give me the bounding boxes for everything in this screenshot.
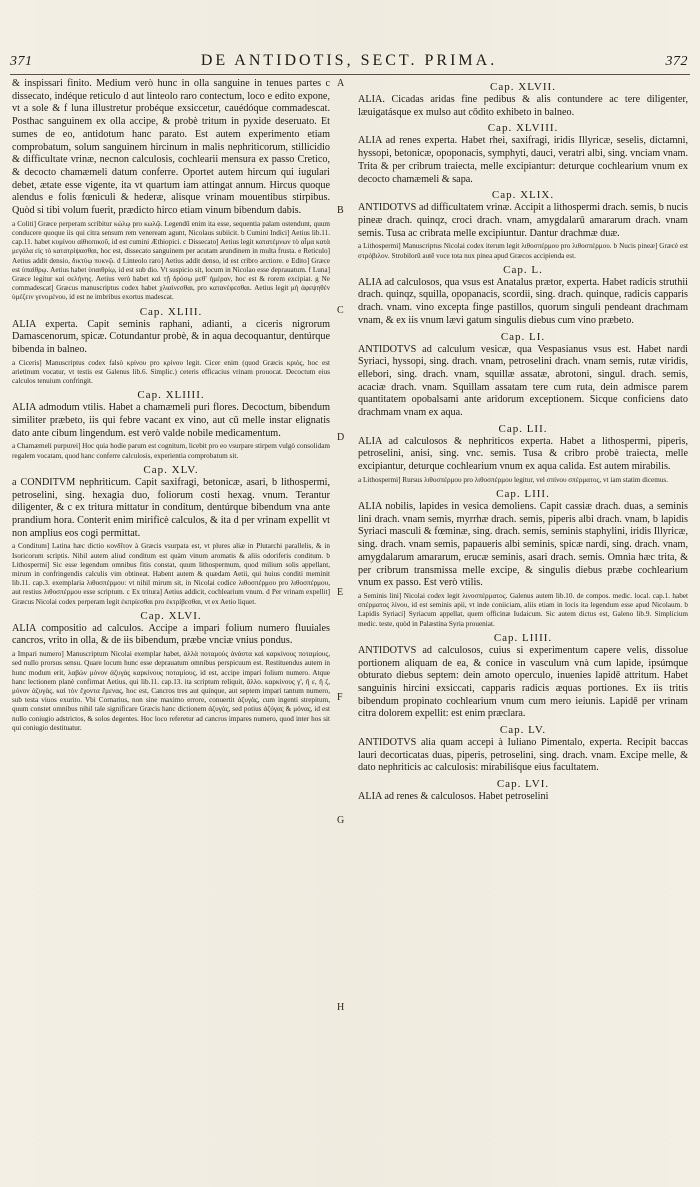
paragraph: ANTIDOTVS ad calculum vesicæ, qua Vespasianus vsus est. Habet nardi Syriaci, hyssopi, sing. drach. vnam, petroselini drach. vnam semis, rutæ viridis, ellebori, sing. drach. vnam, squillæ assatæ, abrotoni, singul. drach. semis, acaciæ drach. vnam. Squillam assatam tere cum ruta, dein admisce parem quantitatem opobalsami ante aridorum exceptionem. Sicque conficiens dato drachmam vnam ex aqua. (358, 343, 688, 419)
paragraph: a CONDITVM nephriticum. Capit saxifragi, betonicæ, asari, b lithospermi, petroselini, sing. hexagia duo, foliorum costi hexag. vnum. Terantur diligenter, & c ex tritura mittatur in conditum, dentúrque bibendum vna ante prandium hora. Conterit enim mirificè calculos, & ita d per vrinam expellit vt non amplius eos cogi permittat. (12, 476, 330, 539)
left-page-number: 371 (10, 54, 33, 69)
chapter-heading: Cap. LII. (498, 422, 548, 435)
paragraph: ALIA ad calculosos & nephriticos experta. Habet a lithospermi, piperis, petroselini, anisi, sing. vnc. semis. Tusa & cribro probè traiecta, melle excipiantur, deturque cochlearium vnum ex aqua calida. Est autem mirabilis. (358, 435, 688, 473)
chapter-heading: Cap. XLVI. (140, 609, 202, 622)
margin-letter-f: F (337, 692, 343, 703)
paragraph: ALIA experta. Capit seminis raphani, adianti, a ciceris nigrorum Damascenorum, spicæ. Cotundantur probè, & in aqua decoquantur, dentúrque bibenda in balneo. (12, 318, 330, 355)
footnote: a Conditum] Latina hæc dictio κονδῖτον à Græcis vsurpata est, vt plures aliæ in Plutarchi parallelis, & in Isoricorum scriptis. Nihil autem aliud conditum est quàm vinum aromatis & aliis odoriferis conditum. b Lithospermi] Sic esse legendum omnibus fitis constat, quum lithospermum, quod milium solis appellant, mirum in confringendis calculis vim obtineat. Habent autem & quædam Aetii, qui huius conditi meminit lib.11. cap.3. exemplaria λιθοσπέρμου: vt nihil mirum sit, in Nicolai codice λιθοσπέρμου pro λιθοσπέρμου, aut restius λιθοσπέρμου esse scriptum. c Ex tritura] Aetius addicit, cochlearium vnum. d Per vrinam expellit] Græcus Nicolai codex perperam legit ἐκπρίεσθαι pro ἐκτρίβεσθαι, vt ex Aetio liquet. (12, 542, 330, 606)
running-title: DE ANTIDOTIS, SECT. PRIMA. (200, 52, 498, 69)
chapter-heading: Cap. XLVII. (490, 81, 556, 93)
chapter-heading: Cap. LV. (499, 724, 547, 737)
footnote: a Impari numero] Manuscriptum Nicolai exemplar habet, ἀλλὰ ποταμοὺς ἀνάστα καὶ καρκίνους ποταμίους, sed nullo prorsus sensu. Quare locum hunc esse deprauatum omnibus perspicuum est. Restituendus autem in hunc modum erit, λαβὼν μόνον ἀζυγὰς καρκίνους ποταμίους, id est, accipe impari folium numero. Atque hanc lectionem planè confirmat Aetius, qui lib.11. cap.13. ita scriptum reliquit, ἄλλο. καρκίνους γ', ἢ ε, ἢ ζ, μόνον ἀζυγὰς, καὶ τὸν ἔχοντα ἔμενας, hoc est, Cancros tres aut quinque, aut septem impari tantum numero, sub testa viuos exurito. Vbi Cornarius, non sine maximo errore, conuertit ἀζυγὰς, cum ingenti strepitum, quum constet omnibus nihil tale significare Græcis hanc dictionem ἀζυγὰς, sed potius ἀζύγας & μόνας, id est nullo coniugio adstrictos, & solos degentes. Hoc loco referetur ad cancros impares numero, quod inter hos sit qui coniugio destituatur. (12, 650, 330, 732)
paragraph: ALIA ad renes & calculosos. Habet petroselini (358, 791, 549, 803)
right-column (358, 78, 688, 804)
footnote: a Seminis lini] Nicolai codex legit λινοσπέρματος. Galenus autem lib.10. de compos. medic. local. cap.1. habet σπέρματος λίνου, id est seminis apii, vt inde coniiciam, aliis etiam in locis ita legendum esse apud Nicolaum. b Lapidis Syriaci] Syriacum appellat, quem officinæ Iudaicum. Sic autem dictus est, Galeno lib.9. Simplicium medic. teste, quòd in Palæstina Syria proueniat. (358, 592, 688, 628)
footnote: a Coliti] Græce perperam scribitur κώλῳ pro κωλῷ. Legendū enim ita esse, sequentia palam ostendunt, quum conducere quoque iis qui citra sensum rem veneream agunt, Nicolaus subiicit. b Cumini Indici] Aetius lib.11. cap.11. habet κυμίνου αἰθιοπικοῦ, id est cumini Æthiopici. c Dissecato] Aetius legit κατατέμνων τὸ αἷμα κατὰ μεγάλα εἰς τὸ κατατρίψασθαι, hoc est, dissecato sanguinem per acutam arundinem in multa frusta. e Reticulo] Aetius addit densio, δικτύῳ πυκνῷ. d Linteolo raro] Aetius addit denso, id est cribro arctiore. e Edito] Græce est ὑπαίθρῳ. Aetius habet ὑπαιθρίῳ, id est sub dio. Vt suspicio sit, locum in Nicolao esse deprauatum. f Luna] Græce legitur καὶ σελήνης. Aetius verò habet καὶ τῇ δρόσῳ μεθ' ἡμέραν, hoc est & rorem excipiat. g Ne commadescat] Græcus manuscriptus codex habet χλιαίνεσθαι, pro κατανέφεσθαι. Aetius legit μὴ ἀφεψηθὲν ὑμέζειν γενομένου, id est ne imbribus exortus madescat. (12, 219, 330, 302)
footnote: a Lithospermi] Rursus λιθοσπέρμου pro λιθοσπέρμου legitur, vel σπίνου σπέρματος, vt iam statim dicemus. (358, 475, 669, 484)
paragraph: ALIA admodum vtilis. Habet a chamæmeli puri flores. Decoctum, bibendum similiter præbeto, iis qui febre vacant ex vino, aut cū melle instar elignatis dato ante cibum lingendum. est verò valde nobile medicamentum. (12, 402, 330, 439)
footnote: a Chamæmeli purpurei] Hoc quia hodie parum est cognitum, licebit pro eo vsurpare stirpem vulgò consolidam regalem vocatam, quod hanc conferre calculosis, experientia comprobatum sit. (12, 442, 330, 460)
margin-letter-d: D (337, 432, 345, 443)
chapter-heading: Cap. LI. (500, 330, 546, 343)
chapter-heading: Cap. LIII. (496, 488, 550, 501)
left-column (12, 78, 330, 736)
chapter-heading: Cap. XLIIII. (137, 389, 205, 402)
margin-letter-b: B (337, 205, 344, 216)
header-rule (10, 74, 690, 75)
margin-letter-e: E (337, 587, 344, 598)
paragraph: ANTIDOTVS ad difficultatem vrinæ. Accipit a lithospermi drach. semis, b nucis pineæ drach. quinqz, croci drach. vnam, amygdalarū amararum drach. vnam semis. Tusa ac cribrata melle excipiuntur. Dantur drachmæ duæ. (358, 202, 688, 239)
paragraph: ANTIDOTVS alia quam accepi à Iuliano Pimentalo, experta. Recipit baccas lauri decorticatas duas, piperis, petroselini, sing. drach. vnam. Excipe melle, & dato nephriticis ac calculosis: mirabiliśque eius facultatem. (358, 737, 688, 774)
chapter-heading: Cap. LIIII. (493, 631, 553, 644)
paragraph: ALIA ad renes experta. Habet rhei, saxifragi, iridis Illyricæ, seselis, dictamni, hyssopi, betonicæ, opoponacis, symphyti, dauci, veratri albi, sing. vnciam vnam. Trita & per cribrum traiecta, melle excipiantur: deturque cochlearium vnum ex decocto chamæmeli & sapa. (358, 135, 688, 185)
chapter-heading: Cap. XLIX. (491, 189, 555, 202)
paragraph: ALIA nobilis, lapides in vesica demoliens. Capit cassiæ drach. duas, a seminis lini drach. vnam semis, myrrhæ drach. semis, piperis albi drach. vnam, b lapidis Syriaci masculi & fœminæ, sing. drach. semis, seminis staphylini, iridis Illyricæ, sing. drach. vnam semis, papaueris albi seminis, spicæ nardi, sing. drach. vnam, amygdalarum amararum, erucæ seminis, asari drach. semis. Omnia hæc trita, & per cribrum transmissa melle excipe, & singulis diebus præbe cochlearium vnum ex passo. Est verò vtilis. (358, 501, 688, 589)
paragraph: ALIA. Cicadas aridas fine pedibus & alis contundere ac tere diligenter, læuigatásque ex mulso aut cōdito exhibeto in balneo. (358, 94, 688, 118)
paragraph: ALIA ad calculosos, qua vsus est Anatalus prætor, experta. Habet radicis struthii drach. quinqz, squilla, opopanacis, scordii, sing. drach. quinque, radicis capparis drach. vnam. vino excepta finge pastillos, quorum singuli pendeant drachmam vnam, & ex iis vnum lævi gatum singulis diebus cum vino præbeto. (358, 276, 688, 326)
chapter-heading: Cap. XLVIII. (487, 122, 559, 135)
margin-letter-g: G (337, 815, 345, 826)
right-page-number: 372 (665, 54, 688, 69)
margin-letter-c: C (337, 305, 344, 316)
margin-letter-a: A (337, 78, 345, 89)
footnote: a Lithospermi] Manuscriptus Nicolai codex iterum legit λιθοσπέρμου pro λιθοσπέρμου. b Nucis pineæ] Græcè est στρόβιλον. Strobilorū autē voce tota nux pinea apud Græcos accipienda est. (358, 242, 688, 260)
footnote: a Ciceris] Manuscriptus codex falsò κρίνου pro κρίνου legit. Cicer enim (quod Græcis κριὸς, hoc est arietinum vocatur, vt testis est Galenus lib.6. Simplic.) ceteris efficacius vrinam prouocat. Decoctum eius calculos tenuium confringit. (12, 358, 330, 386)
running-header (10, 52, 688, 74)
paragraph: ANTIDOTVS ad calculosos, cuius si experimentum capere velis, dissolue portionem aliquam de ea, & conice in vasculum vnà cum lapide, ipsúmque obturato diebus septem: dein amoto operculo, inuenies lapidē attritum. Habet sanguinis hircini exsiccati, capparis radicis æquas portiones. Ex iis tritis bibendum propinato cochlearium vnum cum mero ieiunis. Lapidē per vrinam citra dolorem expellit: est enim præclara. (358, 644, 688, 720)
chapter-heading: Cap. LVI. (496, 778, 550, 791)
paragraph: ALIA compositio ad calculos. Accipe a impari folium numero fluuiales cancros, vrito in olla, & de iis bibendum, præbe vnciæ vnius pondus. (12, 622, 330, 647)
margin-letter-h: H (337, 1002, 345, 1013)
chapter-heading: Cap. XLIII. (139, 305, 203, 318)
chapter-heading: Cap. L. (503, 263, 543, 276)
paragraph: & inspissari finito. Medium verò hunc in olla sanguine in tenues partes c dissecato, indéque reticulo d aut linteolo raro contectum, loco e edito expone, vt a sole & f luna illustretur probéque exsiccetur, cauédóque commadescat. Posthac sanguinem ex olla accipe, & probè tritum in pyxide deseruato. Et sumes de eo, antidotum hanc parato. Est autem experimento etiam comprobatum, solum sanguinem hircinum in malis nephriticorum, stillicidio & difficultate vrinæ, necnon calculosis, cochlearii mensura ex passo Cretico, & decocto chamæmeli datum conferre. Oportet autem hircum qui iugulari debet, ætate esse vigente, ita vt quartum iam attingat annum. Hircus quoque alendus e folis fœniculi & hederæ, alisque vrinam mouentibus stirpibus. Quòd si tibi volum fuerit, prædicto hirco etiam vinum bibendum dabis. (12, 78, 330, 217)
chapter-heading: Cap. XLV. (143, 463, 199, 476)
